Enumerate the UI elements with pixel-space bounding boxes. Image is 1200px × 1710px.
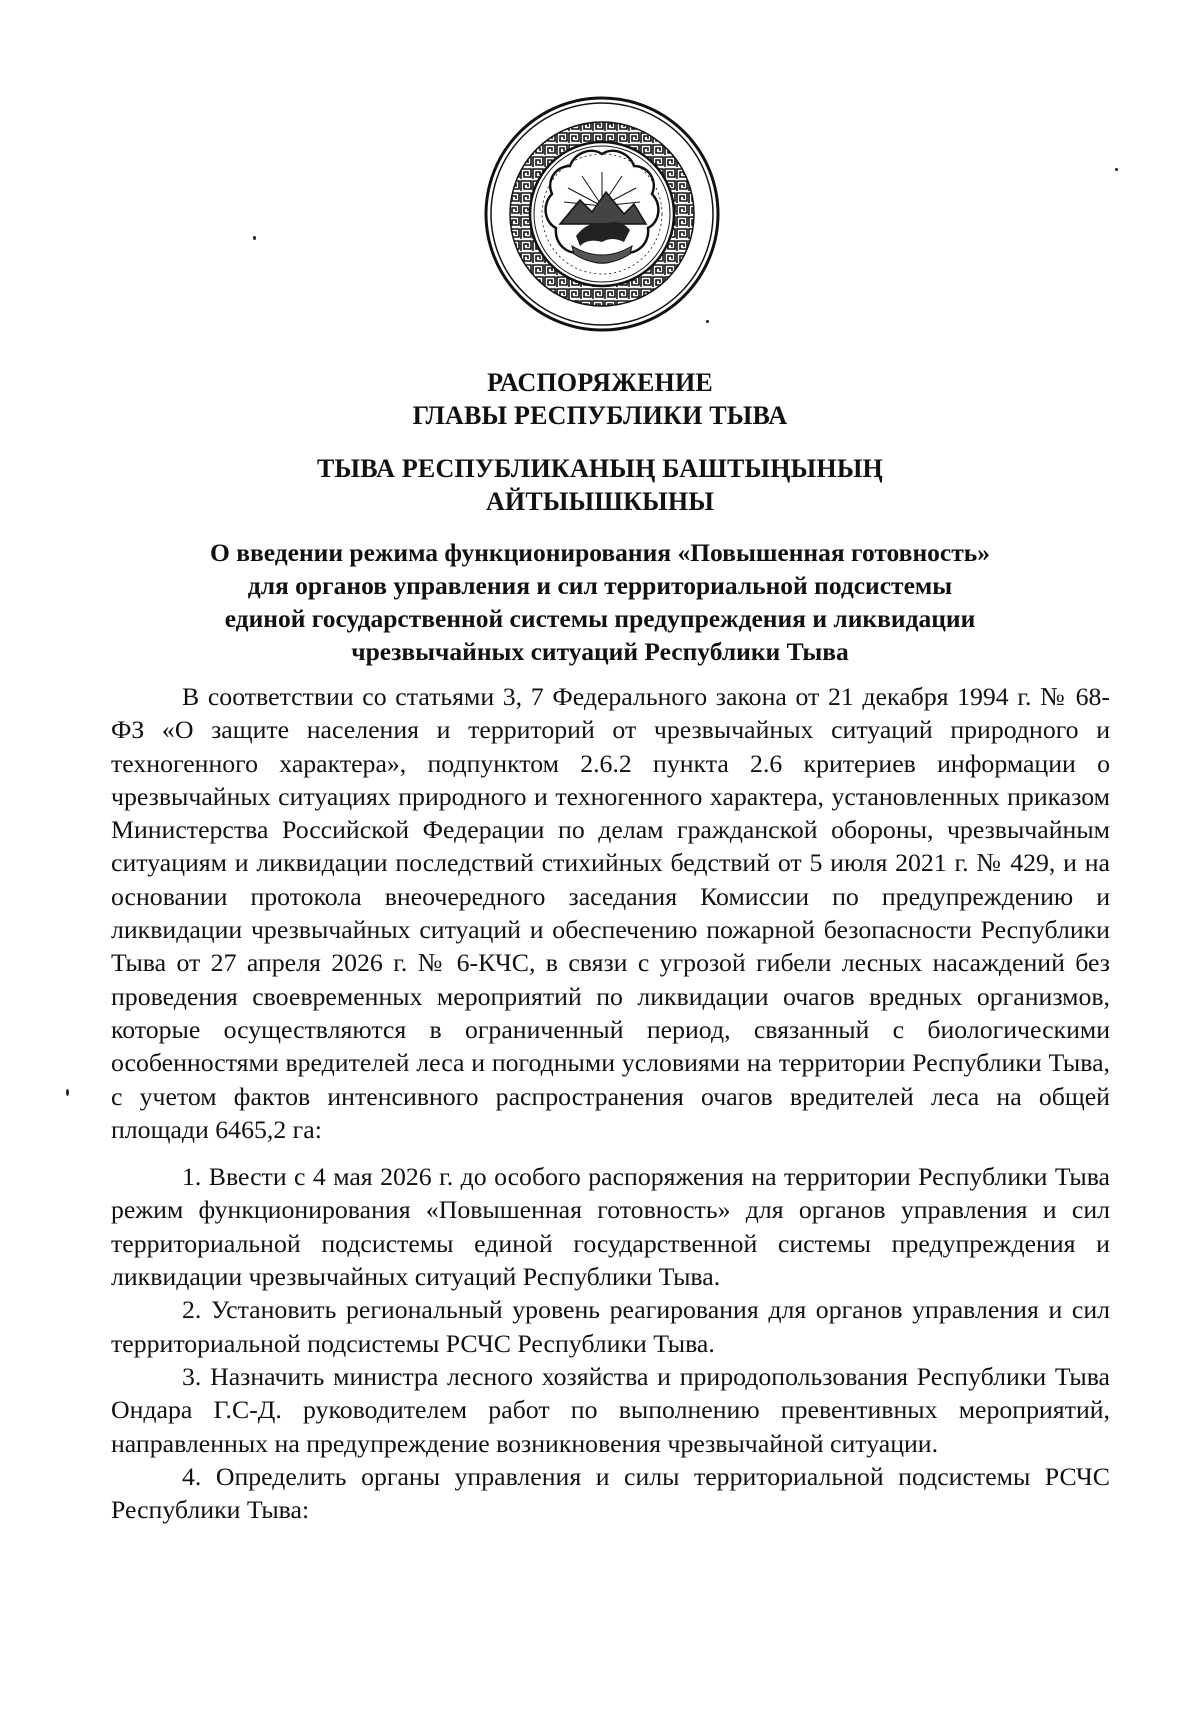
subject-line: О введении режима функционирования «Повышенная готовность» [210, 538, 990, 567]
order-item-1: 1. Ввести с 4 мая 2026 г. до особого распоряжения на территории Республики Тыва режим функционирования «Повышенная готовность» для органов управления и сил территориальной подсистемы единой государственной системы предупреждения и ликвидации чрезвычайных ситуаций Республики Тыва. [111, 1162, 1110, 1292]
scan-speck [1115, 168, 1118, 171]
subject-line: для органов управления и сил территориальной подсистемы [247, 571, 953, 600]
order-item-3: 3. Назначить министра лесного хозяйства и природопользования Республики Тыва Ондара Г.С-Д. руководителем работ по выполнению превентивных мероприятий, направленных на предупреждение возникновения чрезвычайной ситуации. [111, 1361, 1110, 1458]
document-title-tuvan [140, 452, 1060, 518]
document-subject [140, 536, 1060, 668]
scan-speck [66, 1089, 69, 1096]
document-title [140, 366, 1060, 432]
subject-line: единой государственной системы предупреждения и ликвидации [224, 604, 976, 633]
scan-speck [706, 320, 709, 323]
title-line-2: ГЛАВЫ РЕСПУБЛИКИ ТЫВА [412, 401, 788, 430]
tuvan-title-line-1: ТЫВА РЕСПУБЛИКАНЫҢ БАШТЫҢЫНЫҢ [317, 454, 883, 483]
tuva-emblem-icon [484, 96, 720, 332]
subject-line: чрезвычайных ситуаций Республики Тыва [351, 637, 849, 666]
title-line-1: РАСПОРЯЖЕНИЕ [487, 368, 713, 397]
order-item-4: 4. Определить органы управления и силы территориальной подсистемы РСЧС Республики Тыва: [111, 1461, 1110, 1525]
document-body [111, 680, 1110, 1526]
tuvan-title-line-2: АЙТЫЫШКЫНЫ [485, 487, 715, 516]
scan-speck [253, 236, 256, 240]
order-item-2: 2. Установить региональный уровень реагирования для органов управления и сил территориальной подсистемы РСЧС Республики Тыва. [111, 1295, 1110, 1358]
preamble-paragraph: В соответствии со статьями 3, 7 Федерального закона от 21 декабря 1994 г. № 68-ФЗ «О защите населения и территорий от чрезвычайных ситуаций природного и техногенного характера», подпунктом 2.6.2 пункта 2.6 критериев информации о чрезвычайных ситуациях природного и техногенного характера, установленных приказом Министерства Российской Федерации по делам гражданской обороны, чрезвычайным ситуациям и ликвидации последствий стихийных бедствий от 5 июля 2021 г. № 429, и на основании протокола внеочередного заседания Комиссии по предупреждению и ликвидации чрезвычайных ситуаций и обеспечению пожарной безопасности Республики Тыва от 27 апреля 2026 г. № 6-КЧС, в связи с угрозой гибели лесных насаждений без проведения своевременных мероприятий по ликвидации очагов вредных организмов, которые осуществляются в ограниченный период, связанный с биологическими особенностями вредителей леса и погодными условиями на территории Республики Тыва, с учетом фактов интенсивного распространения очагов вредителей леса на общей площади 6465,2 га: [111, 682, 1110, 1144]
